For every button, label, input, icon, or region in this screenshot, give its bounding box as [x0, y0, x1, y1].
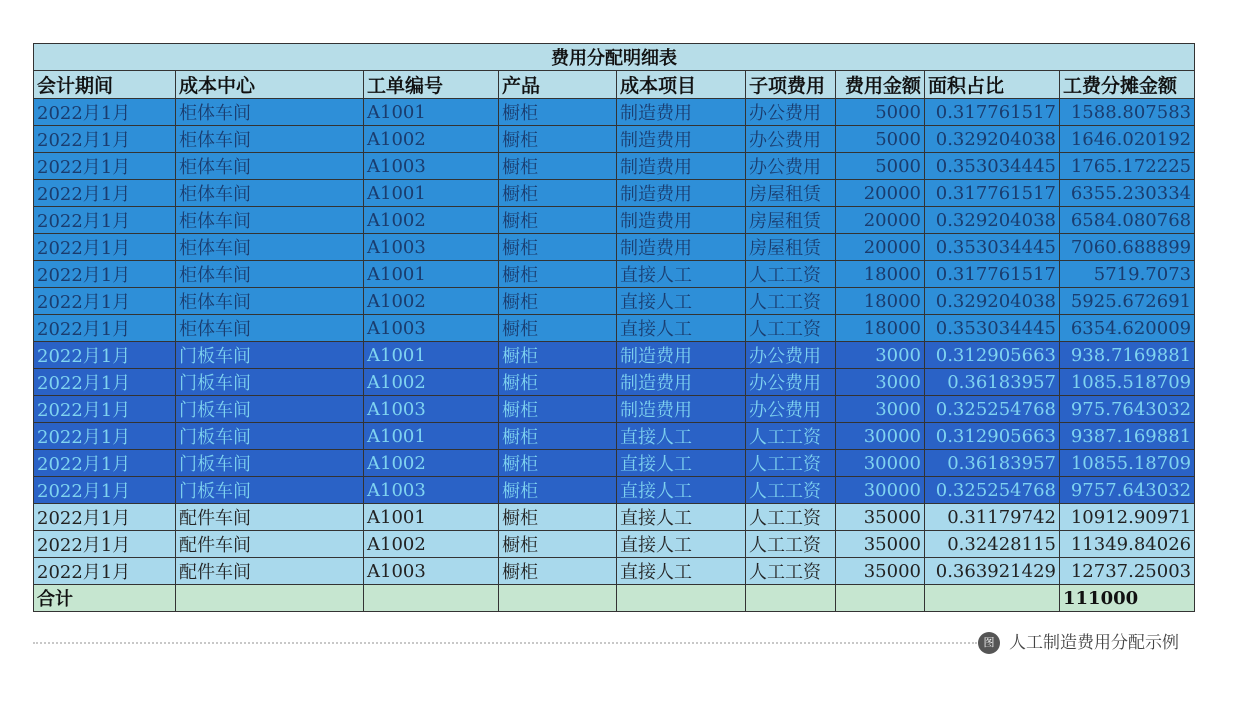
empty-cell	[499, 585, 617, 612]
table-cell: 18000	[836, 261, 925, 288]
table-cell: 直接人工	[617, 558, 746, 585]
column-header: 工单编号	[364, 71, 499, 99]
table-title-row	[34, 44, 1195, 71]
table-cell: 橱柜	[499, 369, 617, 396]
total-row	[34, 585, 1195, 612]
table-cell: 20000	[836, 207, 925, 234]
table-cell: 橱柜	[499, 396, 617, 423]
table-cell: 配件车间	[176, 531, 364, 558]
table-cell: 直接人工	[617, 477, 746, 504]
table-cell: 2022月1月	[34, 342, 176, 369]
column-header: 成本中心	[176, 71, 364, 99]
table-cell: 直接人工	[617, 423, 746, 450]
table-cell: 6584.080768	[1060, 207, 1195, 234]
table-cell: 35000	[836, 531, 925, 558]
table-cell: 5000	[836, 126, 925, 153]
table-cell: A1003	[364, 558, 499, 585]
table-cell: 0.353034445	[925, 234, 1060, 261]
table-cell: 橱柜	[499, 531, 617, 558]
table-cell: 2022月1月	[34, 396, 176, 423]
table-cell: 柜体车间	[176, 234, 364, 261]
table-cell: A1002	[364, 450, 499, 477]
cost-allocation-table	[33, 43, 1195, 612]
table-row	[34, 423, 1195, 450]
table-cell: 人工工资	[746, 504, 836, 531]
table-cell: 橱柜	[499, 558, 617, 585]
table-cell: 0.31179742	[925, 504, 1060, 531]
table-cell: 0.36183957	[925, 450, 1060, 477]
table-row	[34, 180, 1195, 207]
table-cell: 0.363921429	[925, 558, 1060, 585]
table-cell: 2022月1月	[34, 369, 176, 396]
figure-caption	[33, 632, 1194, 654]
table-cell: 直接人工	[617, 450, 746, 477]
table-cell: 制造费用	[617, 153, 746, 180]
table-cell: A1001	[364, 423, 499, 450]
table-cell: 人工工资	[746, 315, 836, 342]
table-cell: 2022月1月	[34, 261, 176, 288]
table-cell: 门板车间	[176, 477, 364, 504]
table-cell: 橱柜	[499, 234, 617, 261]
table-row	[34, 342, 1195, 369]
column-header: 子项费用	[746, 71, 836, 99]
table-cell: 人工工资	[746, 558, 836, 585]
table-cell: 配件车间	[176, 558, 364, 585]
empty-cell	[176, 585, 364, 612]
table-cell: A1002	[364, 369, 499, 396]
table-cell: 橱柜	[499, 315, 617, 342]
table-cell: 门板车间	[176, 342, 364, 369]
table-cell: 柜体车间	[176, 180, 364, 207]
table-cell: 20000	[836, 234, 925, 261]
table-cell: 2022月1月	[34, 180, 176, 207]
table-cell: 房屋租赁	[746, 234, 836, 261]
table-row	[34, 558, 1195, 585]
table-cell: 门板车间	[176, 450, 364, 477]
column-header: 面积占比	[925, 71, 1060, 99]
table-cell: 1085.518709	[1060, 369, 1195, 396]
table-cell: A1003	[364, 477, 499, 504]
table-cell: 0.312905663	[925, 342, 1060, 369]
table-cell: 2022月1月	[34, 423, 176, 450]
table-row	[34, 531, 1195, 558]
table-cell: 12737.25003	[1060, 558, 1195, 585]
table-cell: A1003	[364, 234, 499, 261]
empty-cell	[925, 585, 1060, 612]
cost-allocation-sheet	[33, 43, 1194, 612]
table-title: 费用分配明细表	[34, 44, 1195, 71]
table-cell: 制造费用	[617, 207, 746, 234]
table-cell: 2022月1月	[34, 207, 176, 234]
table-cell: 18000	[836, 288, 925, 315]
table-cell: 柜体车间	[176, 207, 364, 234]
table-cell: 2022月1月	[34, 126, 176, 153]
table-cell: 橱柜	[499, 261, 617, 288]
table-cell: 0.325254768	[925, 396, 1060, 423]
column-header: 工费分摊金额	[1060, 71, 1195, 99]
table-cell: A1002	[364, 531, 499, 558]
table-cell: 1588.807583	[1060, 99, 1195, 126]
table-cell: 0.317761517	[925, 99, 1060, 126]
table-cell: 30000	[836, 450, 925, 477]
empty-cell	[617, 585, 746, 612]
table-cell: 35000	[836, 558, 925, 585]
table-cell: 35000	[836, 504, 925, 531]
table-cell: A1003	[364, 396, 499, 423]
table-cell: 制造费用	[617, 180, 746, 207]
table-cell: 制造费用	[617, 396, 746, 423]
table-cell: A1002	[364, 126, 499, 153]
table-cell: 房屋租赁	[746, 180, 836, 207]
table-cell: 人工工资	[746, 477, 836, 504]
table-cell: 柜体车间	[176, 153, 364, 180]
table-cell: 办公费用	[746, 342, 836, 369]
table-cell: 办公费用	[746, 126, 836, 153]
table-cell: 0.32428115	[925, 531, 1060, 558]
table-cell: 3000	[836, 369, 925, 396]
table-cell: 1765.172225	[1060, 153, 1195, 180]
table-cell: 直接人工	[617, 531, 746, 558]
table-cell: 橱柜	[499, 423, 617, 450]
table-cell: 2022月1月	[34, 315, 176, 342]
table-cell: 6355.230334	[1060, 180, 1195, 207]
table-row	[34, 288, 1195, 315]
table-cell: 0.329204038	[925, 207, 1060, 234]
table-cell: 橱柜	[499, 288, 617, 315]
empty-cell	[836, 585, 925, 612]
table-row	[34, 450, 1195, 477]
table-cell: 橱柜	[499, 450, 617, 477]
table-cell: A1001	[364, 261, 499, 288]
table-row	[34, 261, 1195, 288]
total-value: 111000	[1060, 585, 1195, 612]
table-cell: 人工工资	[746, 261, 836, 288]
table-cell: 房屋租赁	[746, 207, 836, 234]
table-cell: 30000	[836, 477, 925, 504]
table-cell: 0.353034445	[925, 315, 1060, 342]
table-cell: 3000	[836, 342, 925, 369]
table-cell: 30000	[836, 423, 925, 450]
table-cell: 0.329204038	[925, 288, 1060, 315]
empty-cell	[364, 585, 499, 612]
table-row	[34, 126, 1195, 153]
table-cell: 938.7169881	[1060, 342, 1195, 369]
column-header: 产品	[499, 71, 617, 99]
table-cell: A1003	[364, 315, 499, 342]
table-cell: 10912.90971	[1060, 504, 1195, 531]
column-header: 费用金额	[836, 71, 925, 99]
table-cell: 2022月1月	[34, 450, 176, 477]
table-cell: A1001	[364, 342, 499, 369]
table-cell: 橱柜	[499, 207, 617, 234]
table-cell: 门板车间	[176, 396, 364, 423]
table-cell: 1646.020192	[1060, 126, 1195, 153]
table-cell: 直接人工	[617, 261, 746, 288]
empty-cell	[746, 585, 836, 612]
table-cell: 2022月1月	[34, 99, 176, 126]
table-cell: 2022月1月	[34, 558, 176, 585]
table-cell: 人工工资	[746, 288, 836, 315]
table-cell: 直接人工	[617, 504, 746, 531]
table-cell: 0.312905663	[925, 423, 1060, 450]
column-header: 成本项目	[617, 71, 746, 99]
figure-icon: 图	[978, 632, 1000, 654]
table-cell: 3000	[836, 396, 925, 423]
table-cell: 人工工资	[746, 531, 836, 558]
table-cell: 橱柜	[499, 504, 617, 531]
table-cell: 橱柜	[499, 342, 617, 369]
table-cell: 5000	[836, 99, 925, 126]
table-cell: 柜体车间	[176, 315, 364, 342]
table-cell: 18000	[836, 315, 925, 342]
table-cell: 11349.84026	[1060, 531, 1195, 558]
dotted-divider	[33, 642, 977, 644]
table-cell: 柜体车间	[176, 126, 364, 153]
table-cell: 直接人工	[617, 288, 746, 315]
table-row	[34, 504, 1195, 531]
table-cell: A1001	[364, 99, 499, 126]
table-cell: 975.7643032	[1060, 396, 1195, 423]
table-cell: 直接人工	[617, 315, 746, 342]
table-cell: 10855.18709	[1060, 450, 1195, 477]
table-cell: 制造费用	[617, 369, 746, 396]
table-cell: 0.353034445	[925, 153, 1060, 180]
table-cell: 橱柜	[499, 99, 617, 126]
table-cell: A1002	[364, 288, 499, 315]
caption-text: 人工制造费用分配示例	[1009, 633, 1179, 653]
table-cell: 0.317761517	[925, 261, 1060, 288]
table-cell: A1001	[364, 180, 499, 207]
table-cell: 2022月1月	[34, 531, 176, 558]
table-cell: 制造费用	[617, 126, 746, 153]
table-cell: 2022月1月	[34, 288, 176, 315]
table-row	[34, 234, 1195, 261]
total-label: 合计	[34, 585, 176, 612]
table-cell: 门板车间	[176, 369, 364, 396]
table-cell: 橱柜	[499, 180, 617, 207]
table-cell: 9757.643032	[1060, 477, 1195, 504]
table-cell: 办公费用	[746, 396, 836, 423]
table-cell: 配件车间	[176, 504, 364, 531]
table-cell: 办公费用	[746, 153, 836, 180]
table-cell: 5925.672691	[1060, 288, 1195, 315]
table-cell: 2022月1月	[34, 234, 176, 261]
table-cell: 人工工资	[746, 450, 836, 477]
table-cell: 5719.7073	[1060, 261, 1195, 288]
table-cell: 0.36183957	[925, 369, 1060, 396]
table-cell: 2022月1月	[34, 504, 176, 531]
table-cell: 制造费用	[617, 99, 746, 126]
table-cell: 5000	[836, 153, 925, 180]
table-row	[34, 207, 1195, 234]
table-header-row	[34, 71, 1195, 99]
table-cell: 0.317761517	[925, 180, 1060, 207]
table-cell: 橱柜	[499, 126, 617, 153]
table-cell: 人工工资	[746, 423, 836, 450]
table-cell: 办公费用	[746, 369, 836, 396]
table-row	[34, 99, 1195, 126]
table-cell: A1002	[364, 207, 499, 234]
table-cell: 2022月1月	[34, 477, 176, 504]
table-cell: 办公费用	[746, 99, 836, 126]
table-cell: 柜体车间	[176, 99, 364, 126]
table-cell: 柜体车间	[176, 261, 364, 288]
table-cell: 7060.688899	[1060, 234, 1195, 261]
table-cell: 20000	[836, 180, 925, 207]
table-cell: 门板车间	[176, 423, 364, 450]
table-cell: 橱柜	[499, 477, 617, 504]
table-cell: A1001	[364, 504, 499, 531]
table-cell: 橱柜	[499, 153, 617, 180]
table-cell: 制造费用	[617, 234, 746, 261]
table-cell: 2022月1月	[34, 153, 176, 180]
table-cell: 6354.620009	[1060, 315, 1195, 342]
table-cell: 0.329204038	[925, 126, 1060, 153]
table-row	[34, 315, 1195, 342]
table-cell: 制造费用	[617, 342, 746, 369]
table-cell: 9387.169881	[1060, 423, 1195, 450]
column-header: 会计期间	[34, 71, 176, 99]
table-cell: A1003	[364, 153, 499, 180]
table-row	[34, 396, 1195, 423]
table-cell: 柜体车间	[176, 288, 364, 315]
table-cell: 0.325254768	[925, 477, 1060, 504]
table-row	[34, 153, 1195, 180]
table-row	[34, 369, 1195, 396]
table-row	[34, 477, 1195, 504]
